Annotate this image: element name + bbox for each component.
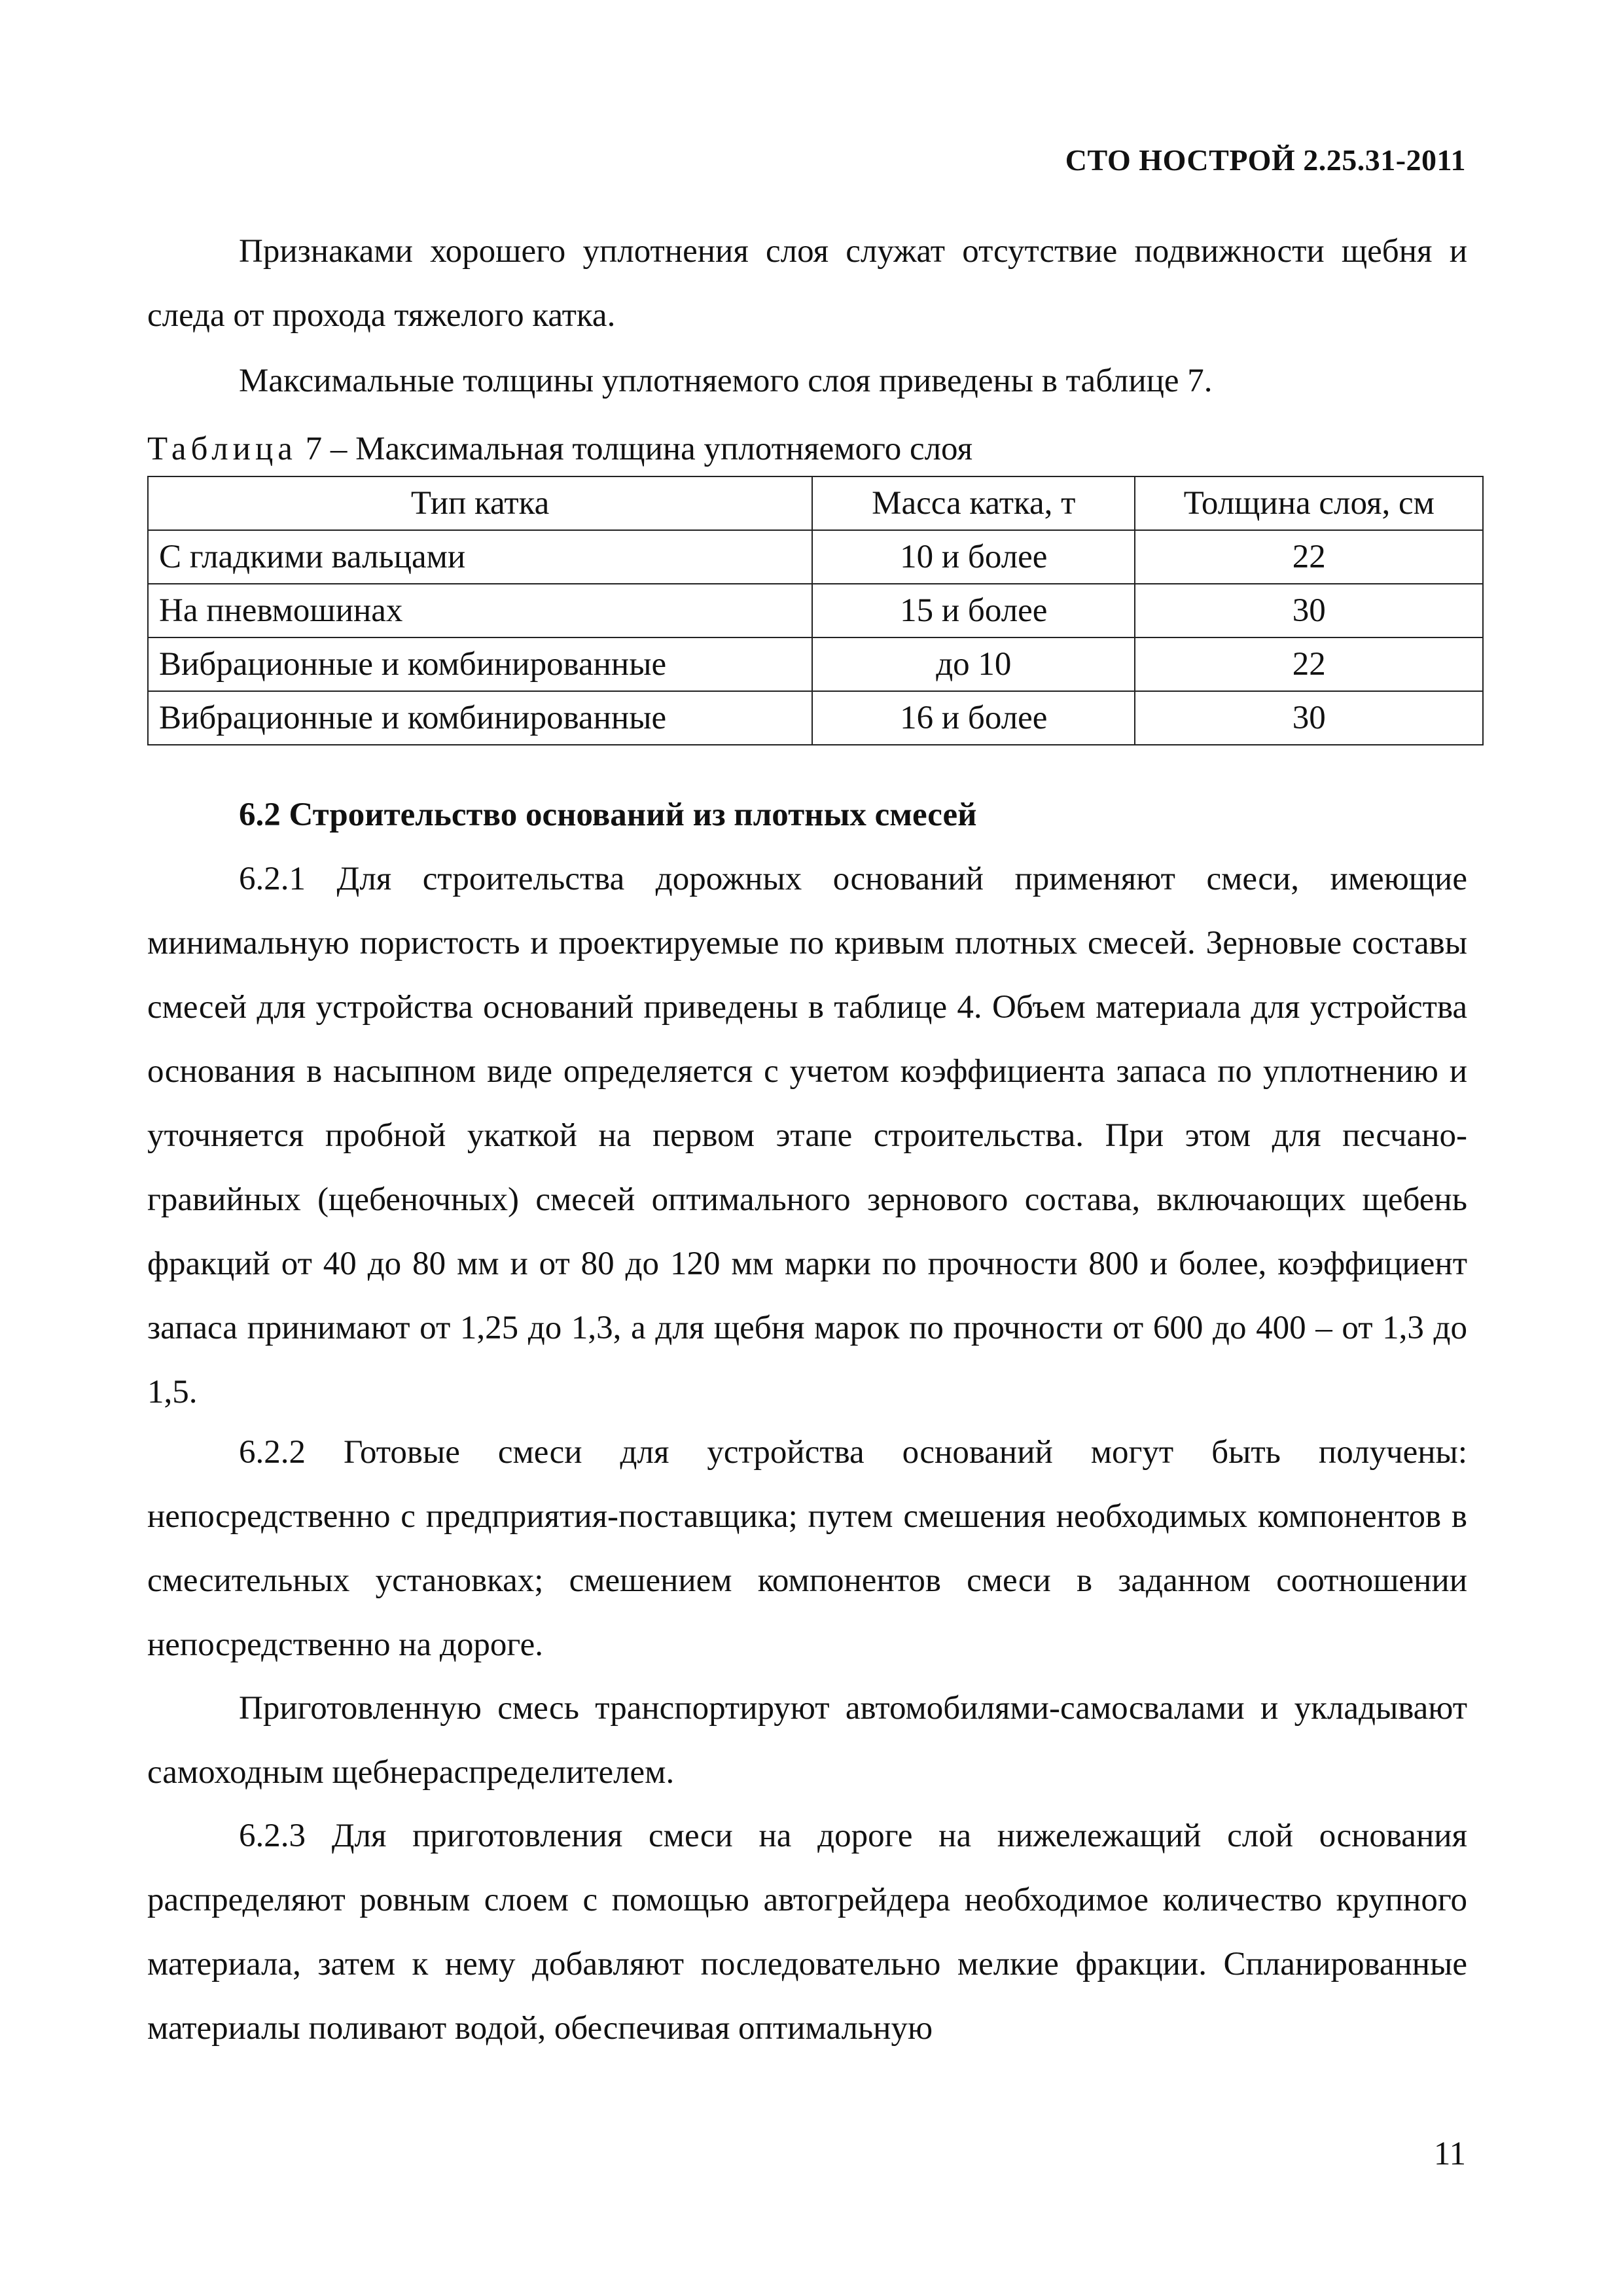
table-row bbox=[148, 530, 1483, 584]
cell-roller-type: Вибрационные и комбинированные bbox=[148, 691, 812, 745]
cell-layer-thickness: 30 bbox=[1135, 584, 1483, 637]
column-header-roller-mass: Масса катка, т bbox=[812, 476, 1135, 530]
table-caption-text: 7 – Максимальная толщина уплотняемого слоя bbox=[296, 431, 973, 467]
cell-roller-mass: 15 и более bbox=[812, 584, 1135, 637]
section-heading-6-2: 6.2 Строительство оснований из плотных смесей bbox=[239, 797, 977, 833]
cell-roller-mass: 10 и более bbox=[812, 530, 1135, 584]
cell-roller-type: На пневмошинах bbox=[148, 584, 812, 637]
table-caption-label: Таблица bbox=[147, 431, 297, 467]
table-row bbox=[148, 584, 1483, 637]
cell-roller-type: С гладкими вальцами bbox=[148, 530, 812, 584]
paragraph-max-thickness-reference: Максимальные толщины уплотняемого слоя приведены в таблице 7. bbox=[239, 363, 1213, 399]
column-header-roller-type: Тип катка bbox=[148, 476, 812, 530]
paragraph-6-2-1: 6.2.1 Для строительства дорожных оснований применяют смеси, имеющие минимальную пористость и проектируемые по кривым плотных смесей. Зерновые составы смесей для устройства оснований приведены в таблице 4. Объем материала для устройства основания в насыпном виде определяется с учетом коэффициента запаса по уплотнению и уточняется пробной укаткой на первом этапе строительства. При этом для песчано-гравийных (щебеночных) смесей оптимального зернового состава, включающих щебень фракций от 40 до 80 мм и от 80 до 120 мм марки по прочности 800 и более, коэффициент запаса принимают от 1,25 до 1,3, а для щебня марок по прочности от 600 до 400 – от 1,3 до 1,5. bbox=[147, 861, 1467, 1410]
page-number: 11 bbox=[1433, 2136, 1466, 2172]
paragraph-6-2-3: 6.2.3 Для приготовления смеси на дороге на нижележащий слой основания распределяют ровным слоем с помощью автогрейдера необходимое количество крупного материала, затем к нему добавляют последовательно мелкие фракции. Спланированные материалы поливают водой, обеспечивая оптимальную bbox=[147, 1818, 1467, 2047]
table-header-row bbox=[148, 476, 1483, 530]
table-row bbox=[148, 691, 1483, 745]
table-row bbox=[148, 637, 1483, 691]
cell-roller-type: Вибрационные и комбинированные bbox=[148, 637, 812, 691]
column-header-layer-thickness: Толщина слоя, см bbox=[1135, 476, 1483, 530]
cell-layer-thickness: 30 bbox=[1135, 691, 1483, 745]
max-layer-thickness-table bbox=[147, 476, 1484, 745]
table-caption bbox=[147, 429, 972, 469]
cell-layer-thickness: 22 bbox=[1135, 530, 1483, 584]
paragraph-compaction-signs: Признаками хорошего уплотнения слоя служат отсутствие подвижности щебня и следа от прохода тяжелого катка. bbox=[147, 233, 1467, 334]
cell-roller-mass: 16 и более bbox=[812, 691, 1135, 745]
cell-layer-thickness: 22 bbox=[1135, 637, 1483, 691]
paragraph-mix-transport: Приготовленную смесь транспортируют автомобилями-самосвалами и укладывают самоходным щебнераспределителем. bbox=[147, 1690, 1467, 1791]
paragraph-6-2-2: 6.2.2 Готовые смеси для устройства оснований могут быть получены: непосредственно с предприятия-поставщика; путем смешения необходимых компонентов в смесительных установках; смешением компонентов смеси в заданном соотношении непосредственно на дороге. bbox=[147, 1434, 1467, 1663]
document-code-header: СТО НОСТРОЙ 2.25.31-2011 bbox=[1065, 143, 1466, 177]
cell-roller-mass: до 10 bbox=[812, 637, 1135, 691]
